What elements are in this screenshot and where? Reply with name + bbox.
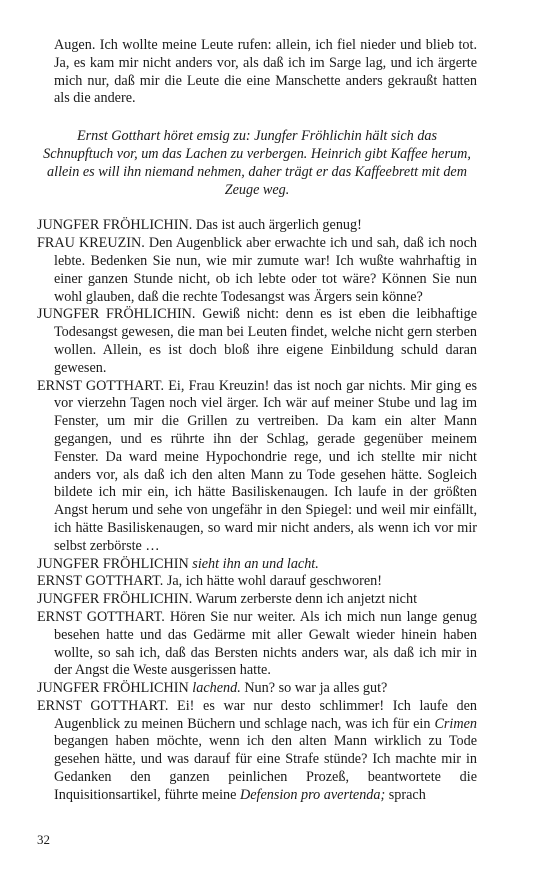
speaker-name: JUNGFER FRÖHLICHIN. bbox=[37, 306, 196, 323]
speech-text: Nun? so war ja alles gut? bbox=[244, 680, 388, 697]
speaker-name: JUNGFER FRÖHLICHIN. bbox=[37, 217, 193, 234]
speech-8 bbox=[37, 609, 477, 680]
speech-1 bbox=[37, 217, 477, 235]
speaker-name: ERNST GOTTHART. bbox=[37, 608, 165, 625]
speech-10 bbox=[37, 698, 477, 805]
speech-text: Warum zerberste denn ich anjetzt nicht bbox=[195, 591, 418, 608]
speech-3 bbox=[37, 306, 477, 377]
speech-2 bbox=[37, 235, 477, 306]
speaker-name: JUNGFER FRÖHLICHIN bbox=[37, 555, 189, 572]
latin-term: Defension pro avertenda; bbox=[239, 786, 386, 803]
page-body bbox=[37, 37, 477, 805]
speech-text: Das ist auch ärgerlich genug! bbox=[195, 217, 362, 234]
speech-text: sprach bbox=[388, 786, 426, 803]
speaker-name: FRAU KREUZIN. bbox=[37, 235, 145, 252]
speech-4 bbox=[37, 378, 477, 556]
latin-term: Crimen bbox=[434, 715, 477, 732]
speech-text: Gewiß nicht: denn es ist eben die leibhaftige Todesangst gewesen, die man bei Leuten findet, welche nicht gern sterben wollen. Allein, es ist doch bloß ihre eigene Einbildung schuld daran gewesen. bbox=[54, 306, 477, 376]
speech-text: Ei, Frau Kreuzin! das ist noch gar nichts. Mir ging es vor vierzehn Tagen noch viel ärger. Ich wär auf meiner Stube und lag im Fenster, um mir die Grillen zu vertreiben. Da kam ein alter Mann gegangen, und es rührte ihn der Schlag, gerade gegenüber meinem Fenster. Da ward meine Hypochondrie rege, und ich stellte mir nicht anders vor, als daß ich den alten Mann zu Tode gesehen hätte. Sogleich bildete ich mir ein, ich hätte Basiliskenaugen. Ich laufe in der größten Angst herum und sehe von ungefähr in den Spiegel: und weil mir einfällt, ich hätte Basiliskenaugen, so ward mir nicht anders, als wenn ich vor mir selbst zerbörste … bbox=[54, 377, 477, 554]
page-number: 32 bbox=[37, 832, 50, 847]
speech-6 bbox=[37, 573, 477, 591]
speech-9 bbox=[37, 680, 477, 698]
speech-text: Hören Sie nur weiter. Als ich mich nun lange genug besehen hatte und das Gedärme mit aller Gewalt wieder hinein haben wollte, so sah ich, daß das Bersten nichts anders war, als daß ich mir in der Angst die Weste ausgerissen hatte. bbox=[54, 608, 478, 679]
opening-paragraph: Augen. Ich wollte meine Leute rufen: allein, ich fiel nieder und blieb tot. Ja, es kam mir nicht anders vor, als daß ich im Sarge lag, und ich ärgerte mich nur, daß mir die Leute die eine Manschette anders gekraußt hatten als die andere. bbox=[54, 37, 477, 107]
speaker-name: JUNGFER FRÖHLICHIN bbox=[37, 680, 189, 697]
speaker-name: ERNST GOTTHART. bbox=[37, 377, 164, 394]
inline-direction: sieht ihn an und lacht. bbox=[192, 555, 319, 572]
speaker-name: ERNST GOTTHART. bbox=[37, 573, 164, 590]
speech-text: Ja, ich hätte wohl darauf geschworen! bbox=[166, 573, 382, 590]
stage-direction: Ernst Gotthart höret emsig zu: Jungfer Fröhlichin hält sich das Schnupftuch vor, um das Lachen zu verbergen. Heinrich gibt Kaffee herum, allein es will ihn niemand nehmen, daher trägt er das Kaffeebrett mit dem Zeuge weg. bbox=[43, 128, 471, 198]
speech-5 bbox=[37, 556, 477, 574]
speaker-name: ERNST GOTTHART. bbox=[37, 697, 169, 714]
inline-direction: lachend. bbox=[192, 680, 241, 697]
speech-text: begangen haben möchte, wenn ich den alten Mann wirklich zu Tode gesehen hätte, und was darauf für eine Strafe stünde? Ich machte mir in Gedanken den ganzen peinlichen Prozeß, beantwortete die Inquisitionsartikel, führte meine bbox=[54, 733, 477, 803]
speech-7 bbox=[37, 591, 477, 609]
speaker-name: JUNGFER FRÖHLICHIN. bbox=[37, 591, 193, 608]
speech-text: Den Augenblick aber erwachte ich und sah, daß ich noch lebte. Bedenken Sie nun, wie mir zumute war! Ich wußte wahrhaftig in einer ganzen Stunde nicht, ob ich lebte oder tot wäre? Können Sie nun wohl glauben, daß die rechte Todesangst was Ärgers sein könne? bbox=[54, 235, 478, 305]
speech-text: Ei! es war nur desto schlimmer! Ich laufe den Augenblick zu meinen Büchern und schlage nach, was ich für ein bbox=[54, 697, 477, 732]
